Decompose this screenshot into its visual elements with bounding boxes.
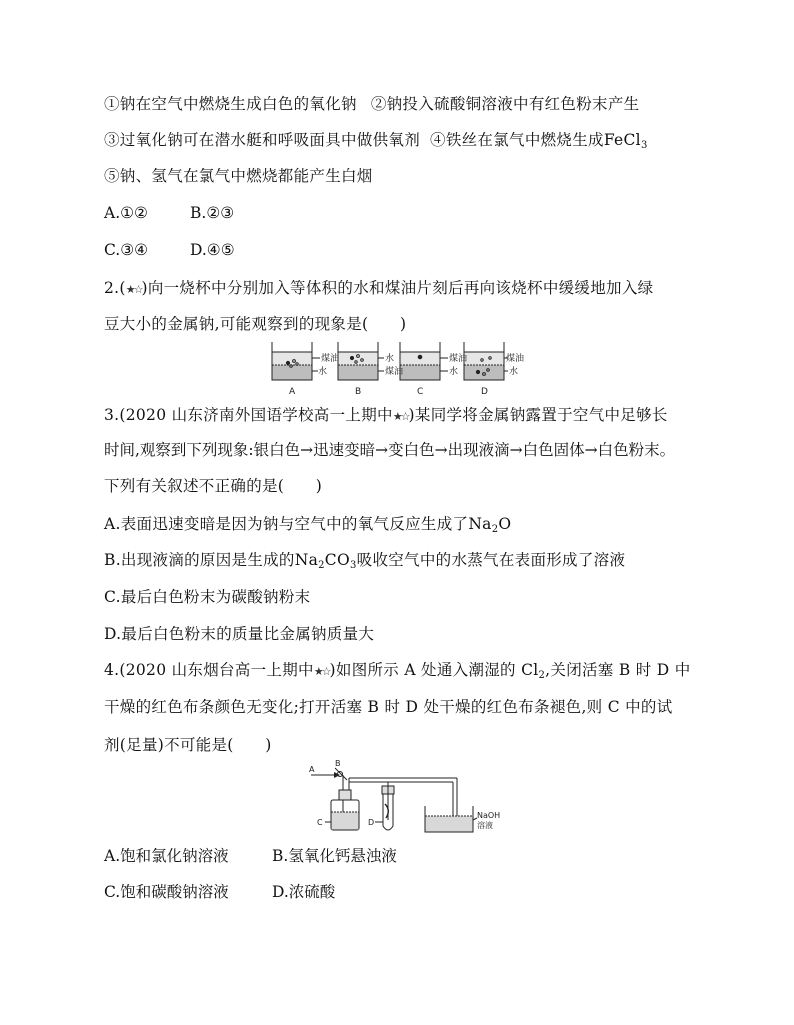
label-kerosene-d: 煤油 xyxy=(506,354,525,364)
q1-statement-1: ①钠在空气中燃烧生成白色的氧化钠 xyxy=(104,95,357,113)
difficulty-stars-icon: ★☆ xyxy=(125,283,142,296)
q1-option-d[interactable]: D.④⑤ xyxy=(190,241,235,259)
q1-option-c[interactable]: C.③④ xyxy=(104,241,149,259)
q3-option-b[interactable]: B.出现液滴的原因是生成的$Na_2CO_3$吸收空气中的水蒸气在表面形成了溶液 xyxy=(104,551,626,571)
label-tube-d: D xyxy=(368,818,375,827)
q1-statement-2: ②钠投入硫酸铜溶液中有红色粉末产生 xyxy=(370,95,640,113)
q4-option-c[interactable]: C.饱和碳酸钠溶液 xyxy=(104,883,229,901)
q3-stem-line-1: 3.(2020 山东济南外国语学校高一上期中★☆)某同学将金属钠露置于空气中足够长 xyxy=(104,406,668,424)
label-solution: 溶液 xyxy=(477,821,493,830)
label-water-d: 水 xyxy=(509,367,519,377)
label-water-b: 水 xyxy=(385,354,395,364)
label-water-c: 水 xyxy=(449,367,459,377)
label-inlet-a: A xyxy=(309,765,315,774)
label-beaker-a: A xyxy=(289,387,296,397)
label-kerosene-b: 煤油 xyxy=(385,367,404,377)
q4-apparatus-figure xyxy=(305,760,510,838)
label-kerosene-a: 煤油 xyxy=(321,354,340,364)
q1-statement-3: ③过氧化钠可在潜水艇和呼吸面具中做供氧剂 xyxy=(104,131,421,149)
q3-option-d[interactable]: D.最后白色粉末的质量比金属钠质量大 xyxy=(104,625,375,643)
q4-option-b[interactable]: B.氢氧化钙悬浊液 xyxy=(272,847,397,865)
q4-stem-line-2: 干燥的红色布条颜色无变化;打开活塞 B 时 D 处干燥的红色布条褪色,则 C 中的试 xyxy=(104,698,673,716)
label-water-a: 水 xyxy=(318,367,328,377)
label-beaker-d: D xyxy=(481,387,488,397)
q4-option-a[interactable]: A.饱和氯化钠溶液 xyxy=(104,847,229,865)
label-beaker-b: B xyxy=(355,387,362,397)
difficulty-stars-icon: ★☆ xyxy=(313,665,330,678)
label-bottle-c: C xyxy=(317,818,323,827)
q4-stem-line-1: 4.(2020 山东烟台高一上期中★☆)如图所示 A 处通入潮湿的 $Cl_2$,关闭活塞 B 时 D 中 xyxy=(104,661,691,681)
q1-statement-5: ⑤钠、氢气在氯气中燃烧都能产生白烟 xyxy=(104,167,373,185)
q4-option-d[interactable]: D.浓硫酸 xyxy=(272,883,336,901)
difficulty-stars-icon: ★☆ xyxy=(392,410,409,423)
q2-stem-line-2: 豆大小的金属钠,可能观察到的现象是( ) xyxy=(104,315,407,333)
q1-statement-row-1 xyxy=(104,94,639,114)
q1-option-b[interactable]: B.②③ xyxy=(190,204,235,222)
q3-stem-line-3: 下列有关叙述不正确的是( ) xyxy=(104,477,323,495)
q1-statement-4: ④铁丝在氯气中燃烧生成FeCl$_3$ xyxy=(430,131,648,151)
beaker-a xyxy=(272,342,320,380)
q3-option-c[interactable]: C.最后白色粉末为碳酸钠粉末 xyxy=(104,588,311,606)
q1-option-a[interactable]: A.①② xyxy=(104,204,148,222)
label-naoh: NaOH xyxy=(477,811,501,820)
q2-stem-line-1: 2.(★☆)向一烧杯中分别加入等体积的水和煤油片刻后再向该烧杯中缓缓地加入绿 xyxy=(104,279,654,297)
label-kerosene-c: 煤油 xyxy=(449,354,468,364)
label-beaker-c: C xyxy=(417,387,424,397)
q1-statement-row-2 xyxy=(104,130,648,150)
q4-stem-line-3: 剂(足量)不可能是( ) xyxy=(104,736,272,754)
q3-stem-line-2: 时间,观察到下列现象:银白色→迅速变暗→变白色→出现液滴→白色固体→白色粉末。 xyxy=(104,441,676,459)
q2-beakers-figure xyxy=(268,336,528,400)
label-valve-b: B xyxy=(335,760,341,768)
q3-option-a[interactable]: A.表面迅速变暗是因为钠与空气中的氧气反应生成了$Na_2O$ xyxy=(104,515,512,535)
